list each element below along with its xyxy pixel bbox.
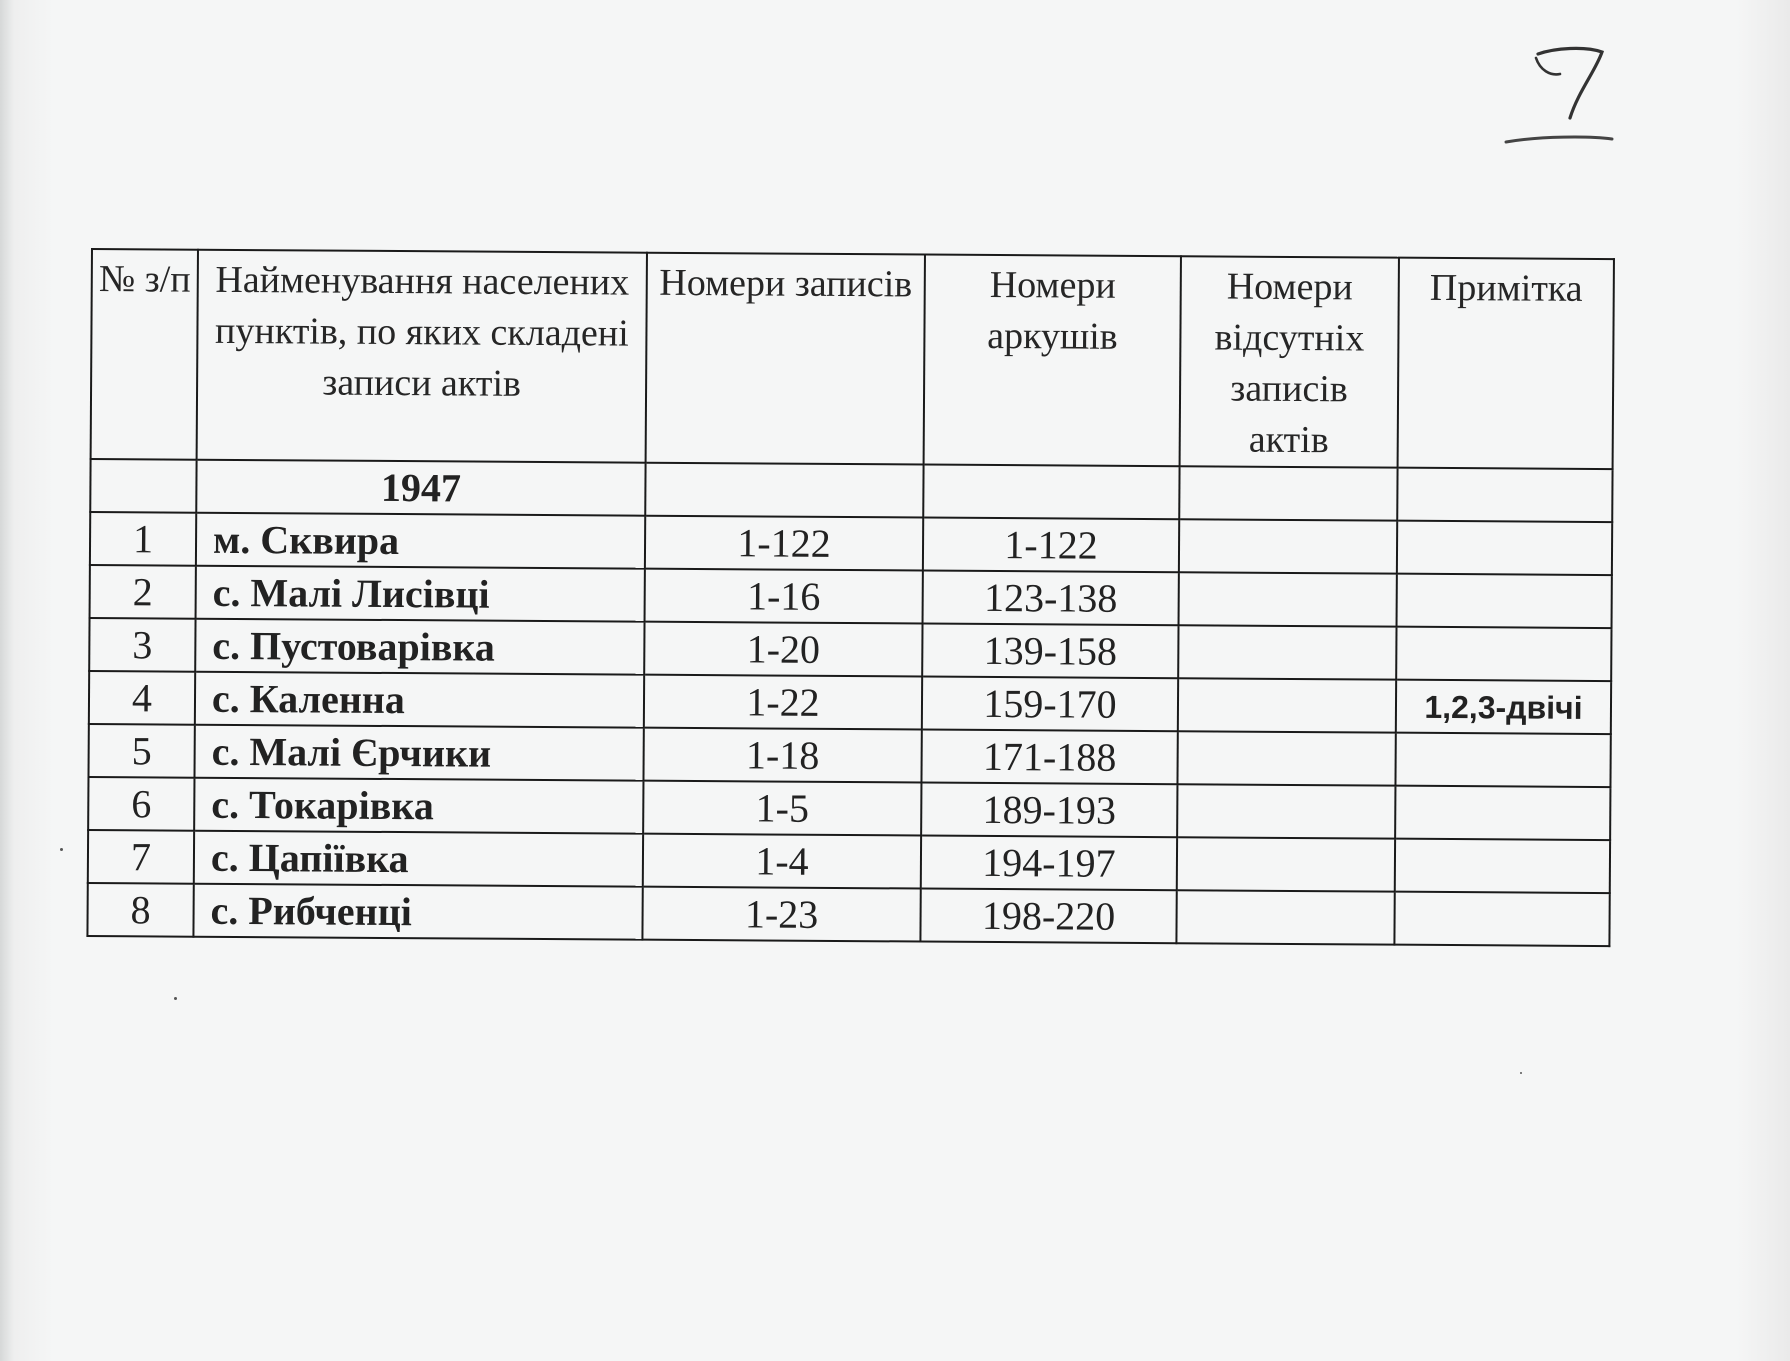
cell-records: 1-20 [644, 622, 922, 677]
cell-missing [1179, 572, 1397, 626]
cell-missing [1178, 678, 1396, 732]
cell-records: 1-22 [644, 675, 922, 730]
year-num-cell [90, 459, 196, 513]
cell-sheets: 1-122 [923, 518, 1179, 573]
cell-name: с. Малі Лисівці [196, 566, 645, 622]
cell-name: м. Сквира [196, 513, 645, 569]
cell-records: 1-4 [643, 834, 921, 889]
cell-records: 1-5 [643, 781, 921, 836]
handwritten-page-number [1500, 40, 1620, 160]
cell-note [1396, 627, 1611, 681]
cell-num: 4 [89, 671, 195, 725]
cell-num: 6 [88, 777, 194, 831]
cell-num: 2 [90, 565, 196, 619]
cell-sheets: 171-188 [921, 730, 1177, 785]
cell-num: 5 [88, 724, 194, 778]
cell-name: с. Малі Єрчики [194, 725, 643, 781]
cell-note [1395, 733, 1610, 787]
year-records-cell [645, 463, 923, 518]
header-records: Номери записів [646, 253, 925, 465]
cell-sheets: 139-158 [922, 624, 1178, 679]
cell-name: с. Токарівка [194, 778, 643, 834]
cell-sheets: 189-193 [921, 783, 1177, 838]
table-row [87, 883, 1609, 946]
header-num: № з/п [91, 249, 198, 460]
cell-sheets: 159-170 [922, 677, 1178, 732]
header-missing: Номери відсутніх записів актів [1180, 256, 1399, 467]
cell-num: 8 [87, 883, 193, 937]
paper-speck [174, 997, 177, 1000]
year-cell: 1947 [196, 460, 645, 516]
cell-sheets: 123-138 [923, 571, 1179, 626]
cell-note [1395, 786, 1610, 840]
cell-missing [1177, 837, 1395, 891]
cell-name: с. Пустоварівка [195, 619, 644, 675]
records-table [86, 248, 1615, 947]
header-note: Примітка [1398, 258, 1614, 469]
cell-note: 1,2,3-двічі [1396, 680, 1611, 734]
cell-missing [1177, 731, 1395, 785]
cell-records: 1-23 [642, 887, 920, 942]
table-header-row [91, 249, 1614, 469]
header-name: Найменування населених пунктів, по яких складені записи актів [197, 250, 647, 463]
cell-missing [1177, 784, 1395, 838]
page-edge-shadow [0, 0, 14, 1361]
cell-num: 1 [90, 512, 196, 566]
cell-name: с. Цапіївка [194, 831, 643, 887]
paper-speck [60, 848, 63, 851]
cell-records: 1-16 [645, 569, 923, 624]
cell-missing [1176, 890, 1394, 944]
cell-name: с. Каленна [195, 672, 644, 728]
header-sheets: Номери аркушів [924, 255, 1181, 467]
cell-name: с. Рибченці [193, 884, 642, 940]
cell-note [1397, 574, 1612, 628]
cell-sheets: 194-197 [921, 836, 1177, 891]
cell-note [1395, 839, 1610, 893]
cell-missing [1179, 519, 1397, 573]
year-missing-cell [1179, 466, 1397, 520]
cell-records: 1-122 [645, 516, 923, 571]
cell-note [1397, 521, 1612, 575]
year-sheets-cell [923, 465, 1179, 520]
year-note-cell [1397, 468, 1612, 522]
cell-sheets: 198-220 [920, 889, 1176, 944]
cell-num: 7 [88, 830, 194, 884]
cell-note [1394, 892, 1609, 946]
cell-num: 3 [89, 618, 195, 672]
cell-records: 1-18 [643, 728, 921, 783]
paper-speck [1520, 1072, 1522, 1074]
cell-missing [1178, 625, 1396, 679]
